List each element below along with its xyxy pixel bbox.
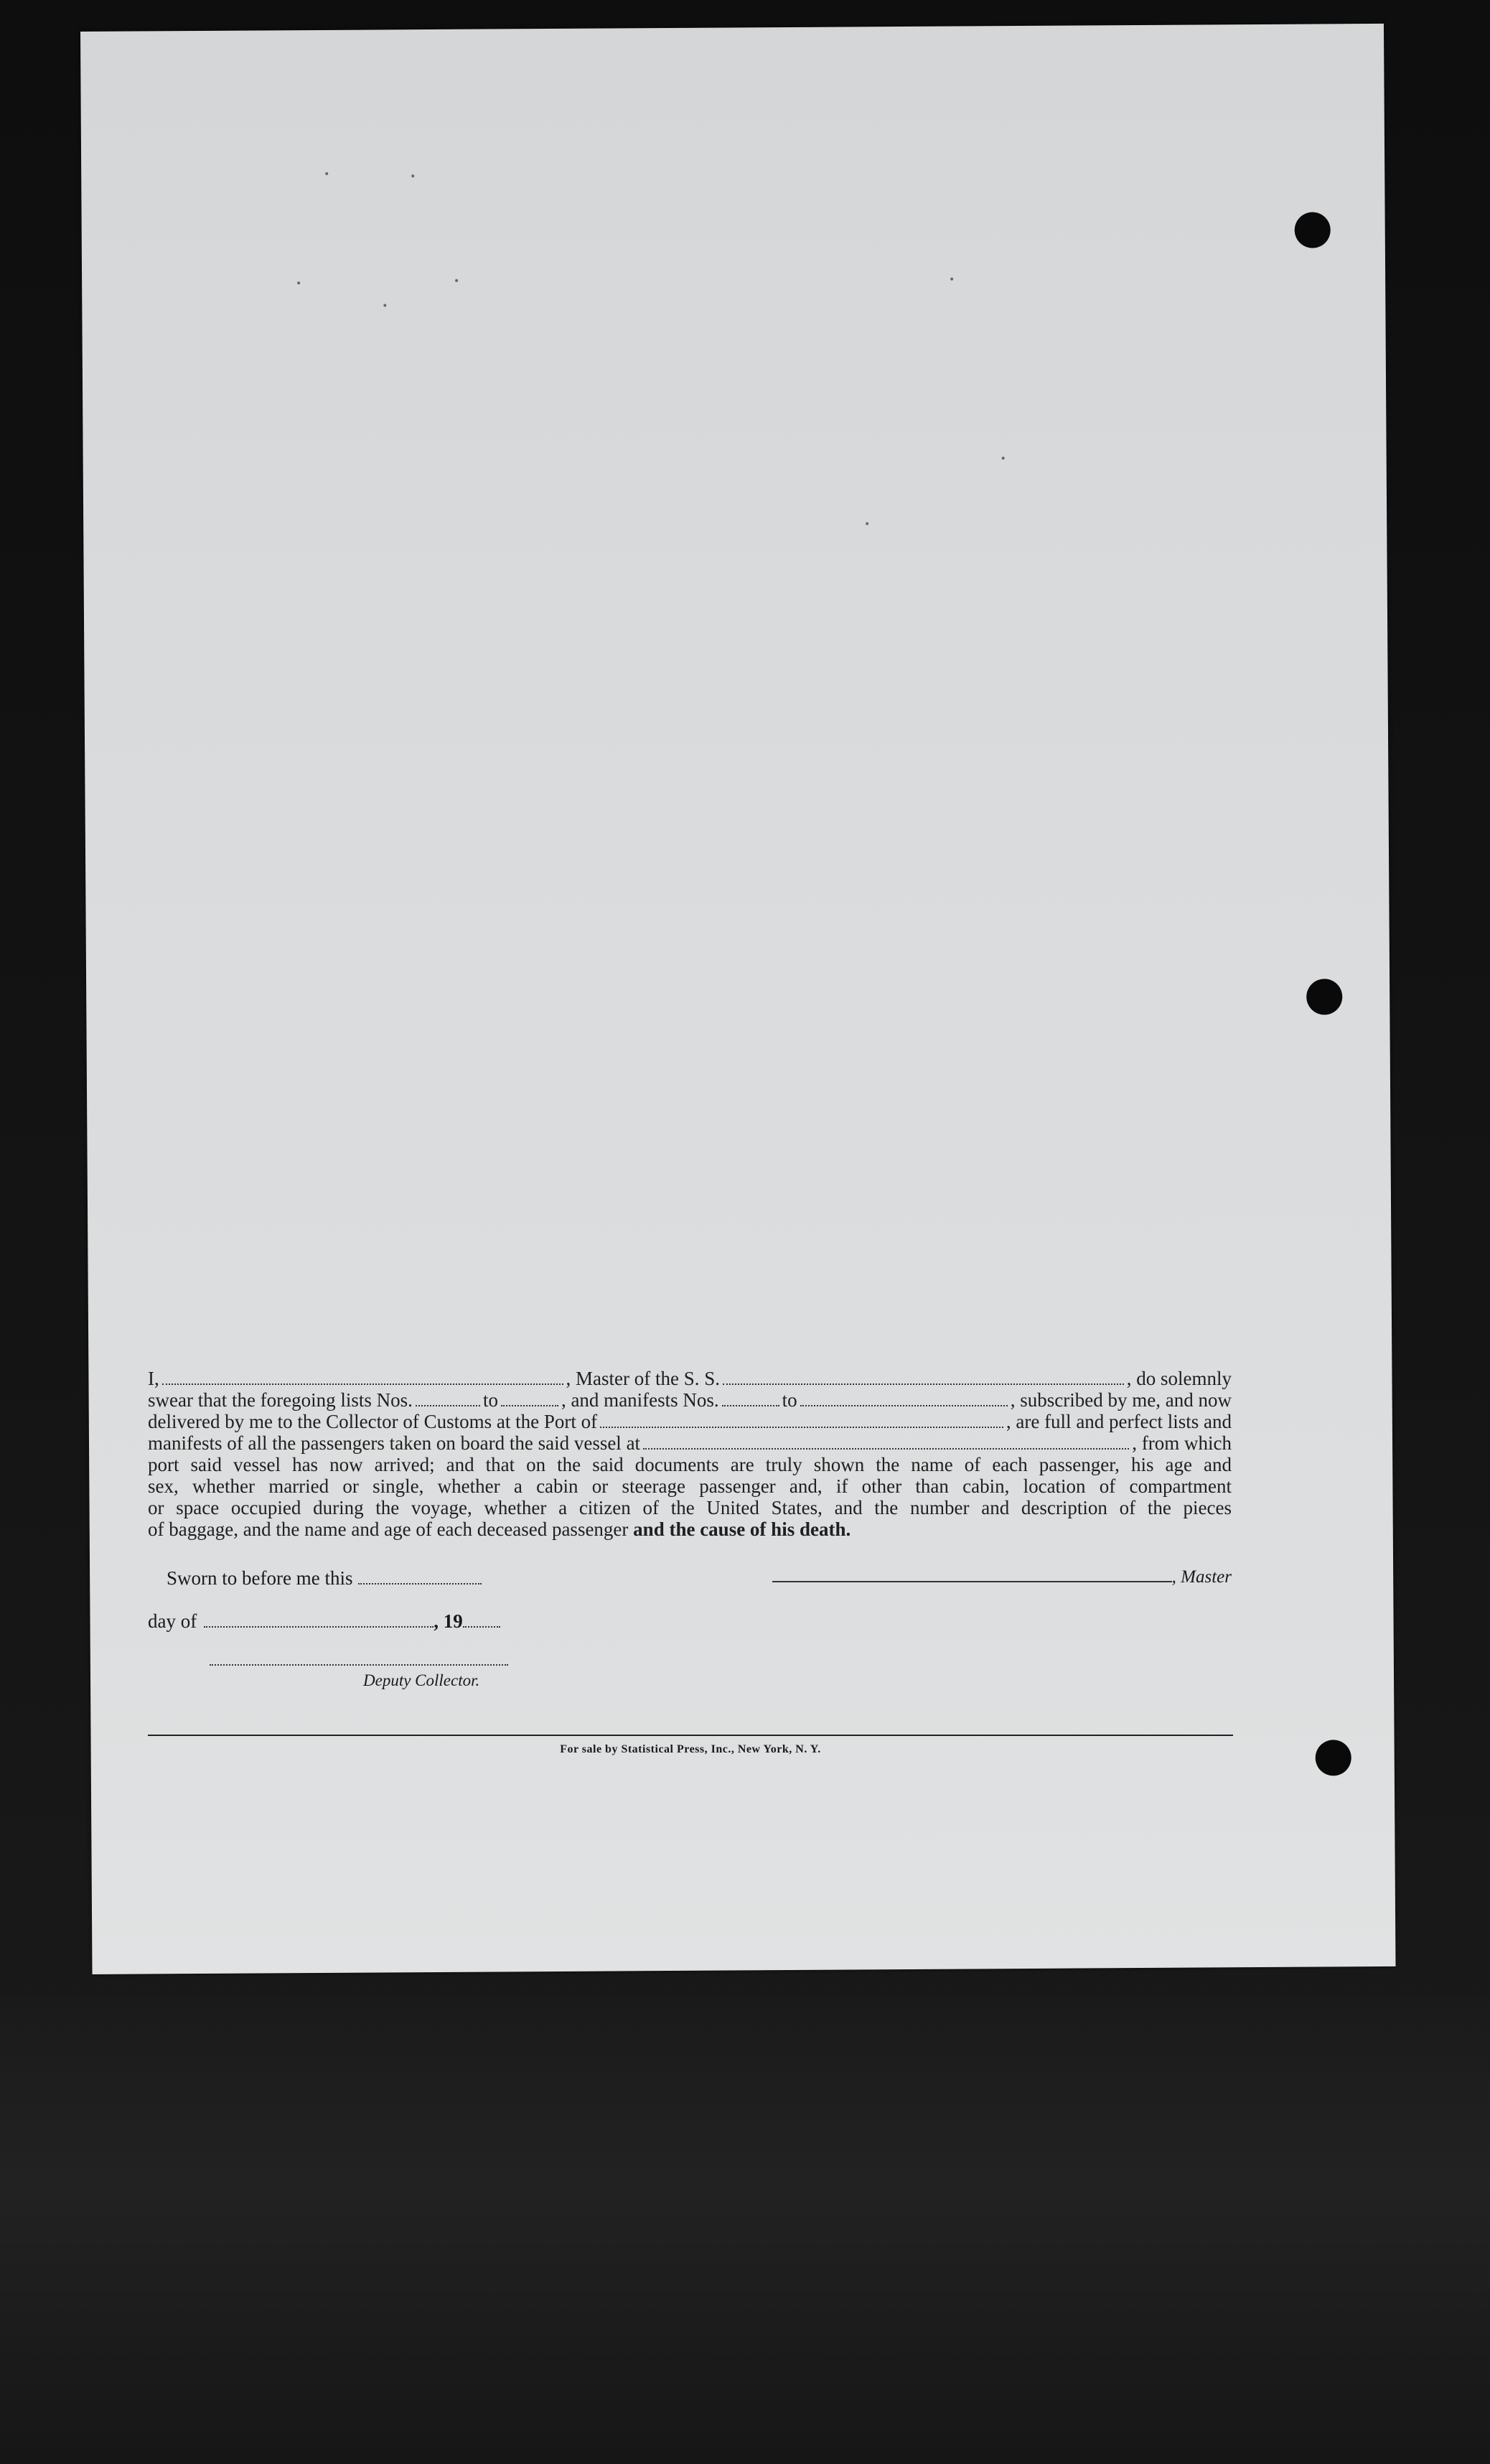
master-signature-rule [772,1568,1172,1582]
punch-hole-top [1295,212,1331,248]
year-prefix: , 19 [434,1610,463,1632]
oath-text: to [782,1389,797,1411]
oath-text: , Master of the S. S. [566,1368,720,1389]
punch-hole-middle [1306,979,1342,1014]
oath-line-5: port said vessel has now arrived; and that on the said documents are truly shown the name of each passenger, his age and [148,1454,1232,1475]
manifest-page [80,24,1395,1974]
oath-text: delivered by me to the Collector of Customs at the Port of [148,1411,598,1432]
printer-imprint: For sale by Statistical Press, Inc., New York, N. Y. [560,1743,821,1755]
footer-rule [148,1735,1233,1736]
oath-line-8 [148,1518,1232,1540]
blank-list-from [416,1392,480,1406]
master-signature-line [772,1567,1232,1587]
sworn-line [167,1567,482,1590]
oath-line-4 [148,1432,1232,1454]
oath-text: , from which [1132,1432,1232,1454]
oath-text: , do solemnly [1126,1368,1232,1389]
blank-list-to [501,1392,558,1406]
blank-departure-port [643,1435,1129,1450]
blank-port [600,1414,1003,1428]
blank-year [463,1613,500,1628]
day-of-line [148,1610,500,1633]
master-oath-text [148,1368,1232,1540]
blank-ship-name [723,1371,1124,1385]
speck [455,279,458,282]
speck [950,278,953,281]
oath-text: , subscribed by me, and now [1010,1389,1232,1411]
oath-text-bold: and the cause of his death. [628,1518,851,1540]
oath-text: to [482,1389,498,1411]
master-label: , Master [1171,1567,1232,1587]
oath-text: , and manifests Nos. [561,1389,719,1411]
deputy-collector-label: Deputy Collector. [363,1671,480,1689]
speck [325,172,328,175]
scanner-bed [0,1996,1490,2464]
speck [411,174,414,177]
oath-line-1 [148,1368,1232,1389]
oath-line-7: or space occupied during the voyage, whether a citizen of the United States, and the number and description of the pieces [148,1497,1232,1518]
sworn-label: Sworn to before me this [167,1567,353,1589]
blank-manifest-to [800,1392,1008,1406]
speck [1002,457,1005,459]
blank-master-name [162,1371,563,1385]
speck [866,522,868,525]
oath-text: manifests of all the passengers taken on board the said vessel at [148,1432,641,1454]
oath-text: of baggage, and the name and age of each deceased passenger [148,1518,629,1540]
blank-sworn-day [358,1570,482,1585]
punch-hole-bottom [1316,1740,1351,1775]
oath-line-6: sex, whether married or single, whether a cabin or steerage passenger and, if other than cabin, location of compartment [148,1475,1232,1497]
speck [297,281,300,284]
oath-line-2 [148,1389,1232,1411]
oath-text: , are full and perfect lists and [1006,1411,1232,1432]
deputy-signature-rule [210,1664,508,1666]
speck [383,304,386,307]
blank-manifest-from [722,1392,779,1406]
oath-text: swear that the foregoing lists Nos. [148,1389,413,1411]
oath-line-3 [148,1411,1232,1432]
oath-text: I, [148,1368,159,1389]
blank-month [204,1613,434,1628]
day-of-label: day of [148,1610,197,1632]
